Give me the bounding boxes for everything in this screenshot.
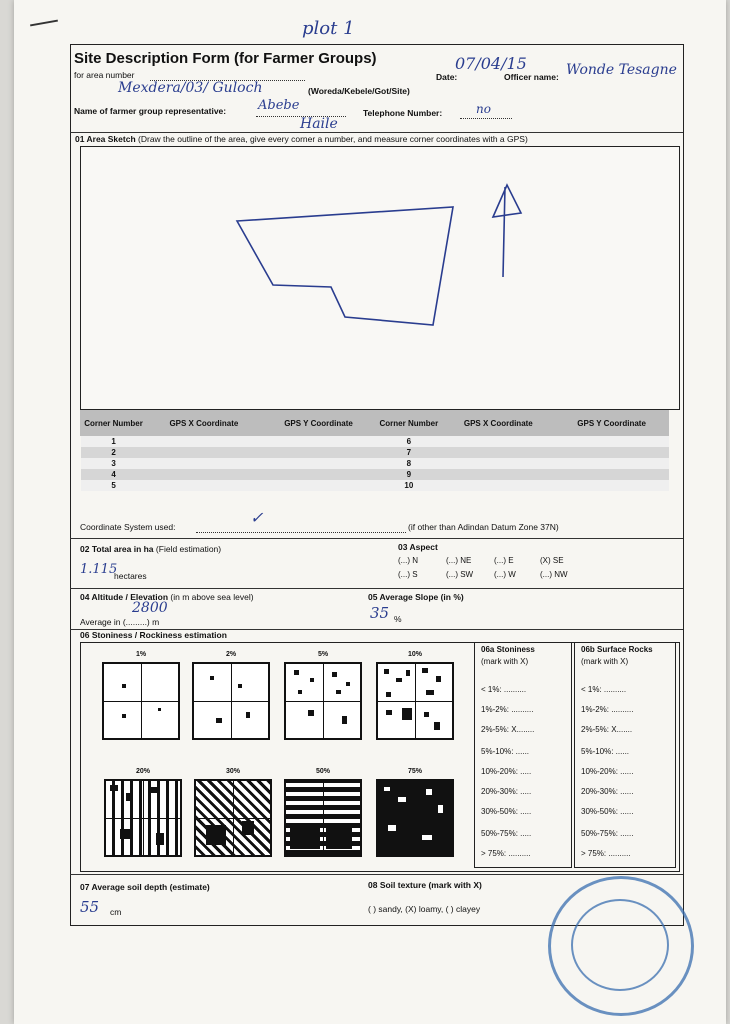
s05-heading: 05 Average Slope (in %) [368,592,464,602]
stamp-inner-ring [571,899,669,991]
corner-cell: 8 [376,458,442,469]
divider [70,874,683,875]
s05-value: 35 [370,604,390,622]
handwritten-plot-label: plot 1 [302,18,355,39]
rocks-option[interactable]: 2%-5%: X....... [581,725,633,734]
s02-heading-bold: 02 Total area in ha [80,544,154,554]
stoniness-option[interactable]: 2%-5%: X........ [481,725,535,734]
s01-heading-bold: 01 Area Sketch [75,134,136,144]
stoniness-option[interactable]: 10%-20%: ..... [481,767,532,776]
stoniness-option[interactable]: < 1%: .......... [481,685,527,694]
pattern-label-20: 20% [135,768,150,775]
coord-system-note: (if other than Adindan Datum Zone 37N) [408,522,559,532]
aspect-se[interactable]: (X) SE [540,556,564,565]
area-number-note: (Woreda/Kebele/Got/Site) [308,86,410,96]
s03-heading: 03 Aspect [398,542,438,552]
area-number-value: Mexdera/03/ Guloch [118,80,263,96]
aspect-sw[interactable]: (...) SW [446,570,474,579]
pattern-label-75: 75% [407,768,422,775]
rocks-option[interactable]: 30%-50%: ...... [581,807,634,816]
aspect-options [398,556,598,586]
corner-cell: 5 [81,480,147,491]
gps-x-cell[interactable] [147,458,262,469]
stoniness-option[interactable]: 50%-75%: ..... [481,829,532,838]
s05-unit: % [394,614,402,624]
s02-heading [80,544,221,554]
rocks-option[interactable]: < 1%: .......... [581,685,627,694]
s06a-sub: (mark with X) [481,657,529,666]
field-outline [237,207,453,325]
table-row [81,458,669,469]
table-row [81,436,669,448]
col-gps-x: GPS X Coordinate [147,411,262,436]
s02-value: 1.115 [80,562,118,577]
rocks-option[interactable]: 1%-2%: .......... [581,705,634,714]
s04-heading-bold: 04 Altitude / Elevation [80,592,169,602]
gps-y-cell[interactable] [555,447,669,458]
gps-table-header [81,411,669,436]
col-corner-number-2: Corner Number [376,411,442,436]
rep-value-line1: Abebe [258,98,300,113]
coord-system-line [196,522,406,533]
s02-unit: hectares [114,571,147,581]
table-row [81,447,669,458]
stoniness-option[interactable]: > 75%: .......... [481,849,531,858]
pattern-30pct [194,779,272,857]
aspect-nw[interactable]: (...) NW [540,570,568,579]
corner-cell: 4 [81,469,147,480]
pattern-label-30: 30% [225,768,240,775]
gps-y-cell[interactable] [261,447,376,458]
rocks-option[interactable]: > 75%: .......... [581,849,631,858]
gps-x-cell[interactable] [147,436,262,448]
gps-x-cell[interactable] [442,480,555,491]
s07-unit: cm [110,907,122,917]
area-sketch-box[interactable] [80,146,680,410]
phone-label: Telephone Number: [363,108,443,118]
gps-x-cell[interactable] [442,469,555,480]
pattern-label-50: 50% [315,768,330,775]
s04-heading-note: (in m above sea level) [170,592,254,602]
s01-heading [75,134,528,144]
pattern-label-2: 2% [225,651,237,658]
corner-cell: 7 [376,447,442,458]
col-corner-number: Corner Number [81,411,147,436]
officer-label: Officer name: [504,72,559,82]
surface-rocks-column [574,642,676,868]
gps-x-cell[interactable] [442,447,555,458]
s07-value: 55 [80,898,100,916]
stoniness-option[interactable]: 1%-2%: .......... [481,705,534,714]
pattern-label-5: 5% [317,651,329,658]
pattern-label-10: 10% [407,651,422,658]
form-title: Site Description Form (for Farmer Groups) [74,50,377,67]
rocks-option[interactable]: 50%-75%: ...... [581,829,634,838]
gps-y-cell[interactable] [555,458,669,469]
divider [70,132,683,133]
corner-cell: 10 [376,480,442,491]
stoniness-option[interactable]: 30%-50%: ..... [481,807,532,816]
pattern-10pct [376,662,454,740]
rocks-option[interactable]: 10%-20%: ...... [581,767,634,776]
s06b-heading: 06b Surface Rocks [581,645,653,654]
pattern-20pct [104,779,182,857]
corner-cell: 1 [81,436,147,448]
aspect-s[interactable]: (...) S [398,570,418,579]
corner-cell: 6 [376,436,442,448]
gps-x-cell[interactable] [147,469,262,480]
rep-label: Name of farmer group representative: [74,106,227,116]
divider [70,538,683,539]
pattern-2pct [192,662,270,740]
pattern-label-1: 1% [135,651,147,658]
gps-y-cell[interactable] [261,458,376,469]
s04-label: Average in (.........) m [80,617,160,627]
s08-heading: 08 Soil texture (mark with X) [368,880,482,890]
gps-x-cell[interactable] [147,447,262,458]
official-stamp [548,876,694,1016]
gps-y-cell[interactable] [555,436,669,448]
pattern-5pct [284,662,362,740]
north-arrow-icon [493,185,521,277]
phone-value: no [476,102,491,116]
corner-cell: 2 [81,447,147,458]
divider [70,588,683,589]
corner-cell: 3 [81,458,147,469]
gps-table [80,410,669,491]
stoniness-option[interactable]: 5%-10%: ...... [481,747,530,756]
table-row [81,469,669,480]
pattern-75pct [376,779,454,857]
officer-value: Wonde Tesagne [566,62,677,78]
aspect-n[interactable]: (...) N [398,556,418,565]
gps-x-cell[interactable] [442,458,555,469]
s07-heading: 07 Average soil depth (estimate) [80,882,210,892]
gps-y-cell[interactable] [261,469,376,480]
gps-x-cell[interactable] [442,436,555,448]
col-gps-x-2: GPS X Coordinate [442,411,555,436]
aspect-ne[interactable]: (...) NE [446,556,472,565]
gps-y-cell[interactable] [555,480,669,491]
s01-heading-rest: (Draw the outline of the area, give every corner a number, and measure corner coordinates with a GPS) [138,134,528,144]
gps-y-cell[interactable] [555,469,669,480]
coord-system-label: Coordinate System used: [80,522,176,532]
date-label: Date: [436,72,458,82]
s06-heading: 06 Stoniness / Rockiness estimation [80,630,227,640]
gps-y-cell[interactable] [261,436,376,448]
aspect-e[interactable]: (...) E [494,556,514,565]
date-value: 07/04/15 [455,54,527,73]
stoniness-option[interactable]: 20%-30%: ..... [481,787,532,796]
pattern-50pct [284,779,362,857]
pattern-1pct [102,662,180,740]
gps-x-cell[interactable] [147,480,262,491]
area-sketch-drawing [81,147,679,409]
stoniness-column [474,642,572,868]
s06a-heading: 06a Stoniness [481,645,535,654]
table-row [81,480,669,491]
rocks-option[interactable]: 20%-30%: ...... [581,787,634,796]
gps-y-cell[interactable] [261,480,376,491]
col-gps-y: GPS Y Coordinate [261,411,376,436]
s08-options[interactable]: ( ) sandy, (X) loamy, ( ) clayey [368,904,481,914]
rep-value-line2: Haile [300,116,338,132]
area-number-label: for area number [74,70,135,80]
coord-system-value: ✓ [250,508,264,527]
s06b-sub: (mark with X) [581,657,629,666]
s02-heading-note: (Field estimation) [155,544,222,554]
rocks-option[interactable]: 5%-10%: ...... [581,747,630,756]
aspect-w[interactable]: (...) W [494,570,516,579]
s04-value: 2800 [132,600,168,616]
corner-cell: 9 [376,469,442,480]
col-gps-y-2: GPS Y Coordinate [555,411,669,436]
